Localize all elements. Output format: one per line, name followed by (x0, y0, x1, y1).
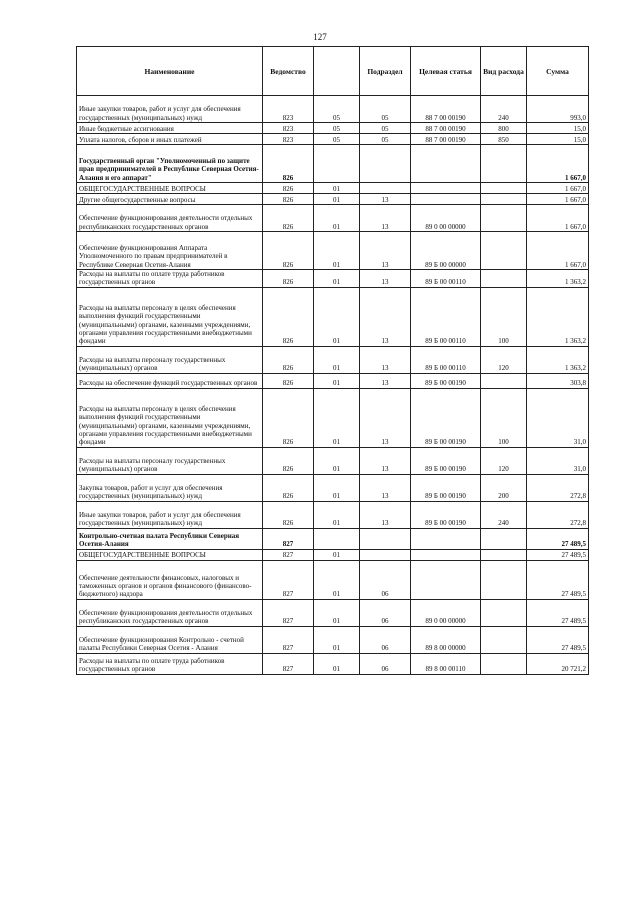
cell-target-article (411, 560, 481, 599)
cell-section (314, 145, 360, 183)
cell-target-article: 89 Б 00 00190 (411, 447, 481, 474)
cell-amount: 272,8 (527, 474, 589, 501)
cell-target-article (411, 145, 481, 183)
cell-expense-type (481, 626, 527, 653)
cell-subsection: 05 (360, 96, 411, 123)
cell-name: Другие общегосударственные вопросы (77, 194, 263, 205)
header-amount: Сумма (527, 47, 589, 96)
cell-target-article (411, 194, 481, 205)
cell-department: 827 (263, 528, 314, 549)
table-row (77, 346, 589, 373)
cell-department: 826 (263, 205, 314, 232)
cell-expense-type: 240 (481, 96, 527, 123)
table-row (77, 388, 589, 447)
cell-target-article: 89 Б 00 00190 (411, 388, 481, 447)
budget-table (76, 46, 589, 675)
table-row (77, 123, 589, 134)
cell-name: Обеспечение функционирования деятельности отдельных республиканских государственных органов (77, 599, 263, 626)
header-name: Наименование (77, 47, 263, 96)
cell-expense-type (481, 528, 527, 549)
cell-department: 826 (263, 232, 314, 270)
cell-subsection: 05 (360, 134, 411, 145)
table-row (77, 474, 589, 501)
cell-amount: 20 721,2 (527, 653, 589, 674)
cell-subsection: 05 (360, 123, 411, 134)
table-row (77, 270, 589, 288)
cell-section: 01 (314, 474, 360, 501)
cell-name: Расходы на выплаты персоналу государственных (муниципальных) органов (77, 447, 263, 474)
cell-department: 826 (263, 194, 314, 205)
cell-amount: 1 667,0 (527, 205, 589, 232)
table-row (77, 549, 589, 560)
table-row (77, 560, 589, 599)
cell-target-article: 89 Б 00 00110 (411, 270, 481, 288)
table-row (77, 653, 589, 674)
table-row (77, 501, 589, 528)
cell-subsection: 13 (360, 232, 411, 270)
cell-department: 826 (263, 388, 314, 447)
cell-amount: 1 667,0 (527, 194, 589, 205)
table-row (77, 626, 589, 653)
cell-target-article (411, 528, 481, 549)
cell-name: Обеспечение функционирования Контрольно - счетной палаты Республики Северная Осетия - Алания (77, 626, 263, 653)
cell-section: 01 (314, 270, 360, 288)
cell-expense-type: 240 (481, 501, 527, 528)
cell-target-article (411, 549, 481, 560)
cell-amount: 27 489,5 (527, 599, 589, 626)
cell-target-article: 89 0 00 00000 (411, 205, 481, 232)
cell-subsection: 06 (360, 560, 411, 599)
cell-name: Расходы на выплаты персоналу в целях обеспечения выполнения функций государственными (муниципальными) органами, казенными учреждениями, органами управления государственными внебюджетными фондами (77, 388, 263, 447)
header-target-article: Целевая статья (411, 47, 481, 96)
cell-amount: 27 489,5 (527, 560, 589, 599)
table-row (77, 287, 589, 346)
cell-department: 826 (263, 346, 314, 373)
cell-section: 01 (314, 205, 360, 232)
cell-section: 01 (314, 388, 360, 447)
cell-subsection (360, 528, 411, 549)
cell-expense-type: 120 (481, 346, 527, 373)
table-body (77, 96, 589, 675)
cell-department: 823 (263, 96, 314, 123)
cell-department: 826 (263, 373, 314, 388)
table-row (77, 205, 589, 232)
cell-target-article (411, 183, 481, 194)
cell-amount: 27 489,5 (527, 549, 589, 560)
table-header-row (77, 47, 589, 96)
cell-name: ОБЩЕГОСУДАРСТВЕННЫЕ ВОПРОСЫ (77, 183, 263, 194)
cell-section: 01 (314, 287, 360, 346)
cell-expense-type (481, 599, 527, 626)
cell-amount: 1 363,2 (527, 270, 589, 288)
table-row (77, 528, 589, 549)
cell-target-article: 89 Б 00 00000 (411, 232, 481, 270)
cell-amount: 15,0 (527, 134, 589, 145)
header-section (314, 47, 360, 96)
cell-subsection (360, 183, 411, 194)
cell-target-article: 89 Б 00 00190 (411, 501, 481, 528)
cell-name: Обеспечение функционирования Аппарата Уполномоченного по правам предпринимателей в Республике Северная Осетия-Алания (77, 232, 263, 270)
cell-amount: 15,0 (527, 123, 589, 134)
cell-section: 01 (314, 626, 360, 653)
cell-name: Расходы на выплаты персоналу в целях обеспечения выполнения функций государственными (муниципальными) органами, казенными учреждениями, органами управления государственными внебюджетными фондами (77, 287, 263, 346)
cell-name: Расходы на выплаты по оплате труда работников государственных органов (77, 270, 263, 288)
cell-amount: 1 363,2 (527, 287, 589, 346)
cell-amount: 31,0 (527, 388, 589, 447)
cell-target-article: 88 7 00 00190 (411, 123, 481, 134)
cell-section: 01 (314, 232, 360, 270)
cell-target-article: 89 Б 00 00190 (411, 474, 481, 501)
cell-target-article: 89 Б 00 00110 (411, 346, 481, 373)
page-number: 127 (313, 32, 327, 42)
cell-name: Уплата налогов, сборов и иных платежей (77, 134, 263, 145)
cell-expense-type (481, 560, 527, 599)
cell-subsection (360, 145, 411, 183)
cell-section: 01 (314, 183, 360, 194)
cell-expense-type (481, 373, 527, 388)
cell-subsection (360, 549, 411, 560)
cell-section: 05 (314, 123, 360, 134)
cell-amount: 1 667,0 (527, 183, 589, 194)
table-row (77, 96, 589, 123)
cell-target-article: 89 0 00 00000 (411, 599, 481, 626)
cell-department: 827 (263, 560, 314, 599)
cell-name: Иные закупки товаров, работ и услуг для обеспечения государственных (муниципальных) нужд (77, 96, 263, 123)
cell-department: 826 (263, 183, 314, 194)
cell-name: Иные закупки товаров, работ и услуг для обеспечения государственных (муниципальных) нужд (77, 501, 263, 528)
cell-name: Расходы на выплаты персоналу государственных (муниципальных) органов (77, 346, 263, 373)
cell-expense-type (481, 270, 527, 288)
cell-section (314, 528, 360, 549)
cell-expense-type (481, 232, 527, 270)
cell-amount: 1 667,0 (527, 145, 589, 183)
cell-department: 826 (263, 501, 314, 528)
cell-amount: 993,0 (527, 96, 589, 123)
cell-name: Обеспечение деятельности финансовых, налоговых и таможенных органов и органов финансового (финансово-бюджетного) надзора (77, 560, 263, 599)
cell-subsection: 06 (360, 599, 411, 626)
header-subsection: Подраздел (360, 47, 411, 96)
cell-name: ОБЩЕГОСУДАРСТВЕННЫЕ ВОПРОСЫ (77, 549, 263, 560)
cell-section: 01 (314, 653, 360, 674)
cell-subsection: 13 (360, 287, 411, 346)
cell-amount: 303,8 (527, 373, 589, 388)
cell-section: 01 (314, 447, 360, 474)
cell-section: 01 (314, 194, 360, 205)
cell-name: Иные бюджетные ассигнования (77, 123, 263, 134)
table-row (77, 145, 589, 183)
cell-department: 826 (263, 270, 314, 288)
cell-section: 05 (314, 96, 360, 123)
cell-expense-type: 100 (481, 287, 527, 346)
cell-target-article: 89 8 00 00000 (411, 626, 481, 653)
cell-name: Закупка товаров, работ и услуг для обеспечения государственных (муниципальных) нужд (77, 474, 263, 501)
cell-section: 01 (314, 560, 360, 599)
cell-department: 826 (263, 447, 314, 474)
cell-department: 823 (263, 134, 314, 145)
cell-amount: 272,8 (527, 501, 589, 528)
cell-expense-type (481, 549, 527, 560)
cell-name: Контрольно-счетная палата Республики Северная Осетия-Алания (77, 528, 263, 549)
cell-name: Расходы на обеспечение функций государственных органов (77, 373, 263, 388)
cell-subsection: 13 (360, 474, 411, 501)
cell-department: 827 (263, 626, 314, 653)
cell-subsection: 06 (360, 653, 411, 674)
cell-name: Обеспечение функционирования деятельности отдельных республиканских государственных органов (77, 205, 263, 232)
cell-expense-type (481, 194, 527, 205)
cell-expense-type: 100 (481, 388, 527, 447)
cell-target-article: 89 Б 00 00190 (411, 373, 481, 388)
cell-target-article: 89 Б 00 00110 (411, 287, 481, 346)
cell-expense-type (481, 183, 527, 194)
cell-amount: 1 667,0 (527, 232, 589, 270)
cell-expense-type: 120 (481, 447, 527, 474)
cell-section: 01 (314, 549, 360, 560)
header-expense-type: Вид расхода (481, 47, 527, 96)
cell-subsection: 13 (360, 270, 411, 288)
cell-department: 827 (263, 653, 314, 674)
table-row (77, 232, 589, 270)
table-row (77, 373, 589, 388)
cell-name: Расходы на выплаты по оплате труда работников государственных органов (77, 653, 263, 674)
cell-section: 01 (314, 373, 360, 388)
cell-amount: 31,0 (527, 447, 589, 474)
cell-section: 05 (314, 134, 360, 145)
cell-department: 827 (263, 599, 314, 626)
cell-target-article: 89 8 00 00110 (411, 653, 481, 674)
cell-subsection: 13 (360, 346, 411, 373)
cell-department: 827 (263, 549, 314, 560)
table-row (77, 194, 589, 205)
cell-name: Государственный орган "Уполномоченный по защите прав предпринимателей в Республике Северная Осетия-Алания и его аппарат" (77, 145, 263, 183)
cell-section: 01 (314, 599, 360, 626)
cell-amount: 27 489,5 (527, 626, 589, 653)
cell-department: 826 (263, 474, 314, 501)
cell-target-article: 88 7 00 00190 (411, 96, 481, 123)
cell-section: 01 (314, 501, 360, 528)
cell-expense-type (481, 205, 527, 232)
cell-expense-type (481, 653, 527, 674)
cell-subsection: 06 (360, 626, 411, 653)
cell-subsection: 13 (360, 501, 411, 528)
cell-subsection: 13 (360, 205, 411, 232)
cell-subsection: 13 (360, 447, 411, 474)
cell-department: 826 (263, 145, 314, 183)
cell-target-article: 88 7 00 00190 (411, 134, 481, 145)
cell-section: 01 (314, 346, 360, 373)
cell-department: 823 (263, 123, 314, 134)
cell-amount: 27 489,5 (527, 528, 589, 549)
cell-subsection: 13 (360, 373, 411, 388)
cell-expense-type: 850 (481, 134, 527, 145)
table-row (77, 447, 589, 474)
header-department: Ведомство (263, 47, 314, 96)
cell-subsection: 13 (360, 194, 411, 205)
cell-expense-type (481, 145, 527, 183)
table-row (77, 183, 589, 194)
table-row (77, 599, 589, 626)
cell-department: 826 (263, 287, 314, 346)
cell-amount: 1 363,2 (527, 346, 589, 373)
table-row (77, 134, 589, 145)
cell-expense-type: 200 (481, 474, 527, 501)
cell-subsection: 13 (360, 388, 411, 447)
cell-expense-type: 800 (481, 123, 527, 134)
